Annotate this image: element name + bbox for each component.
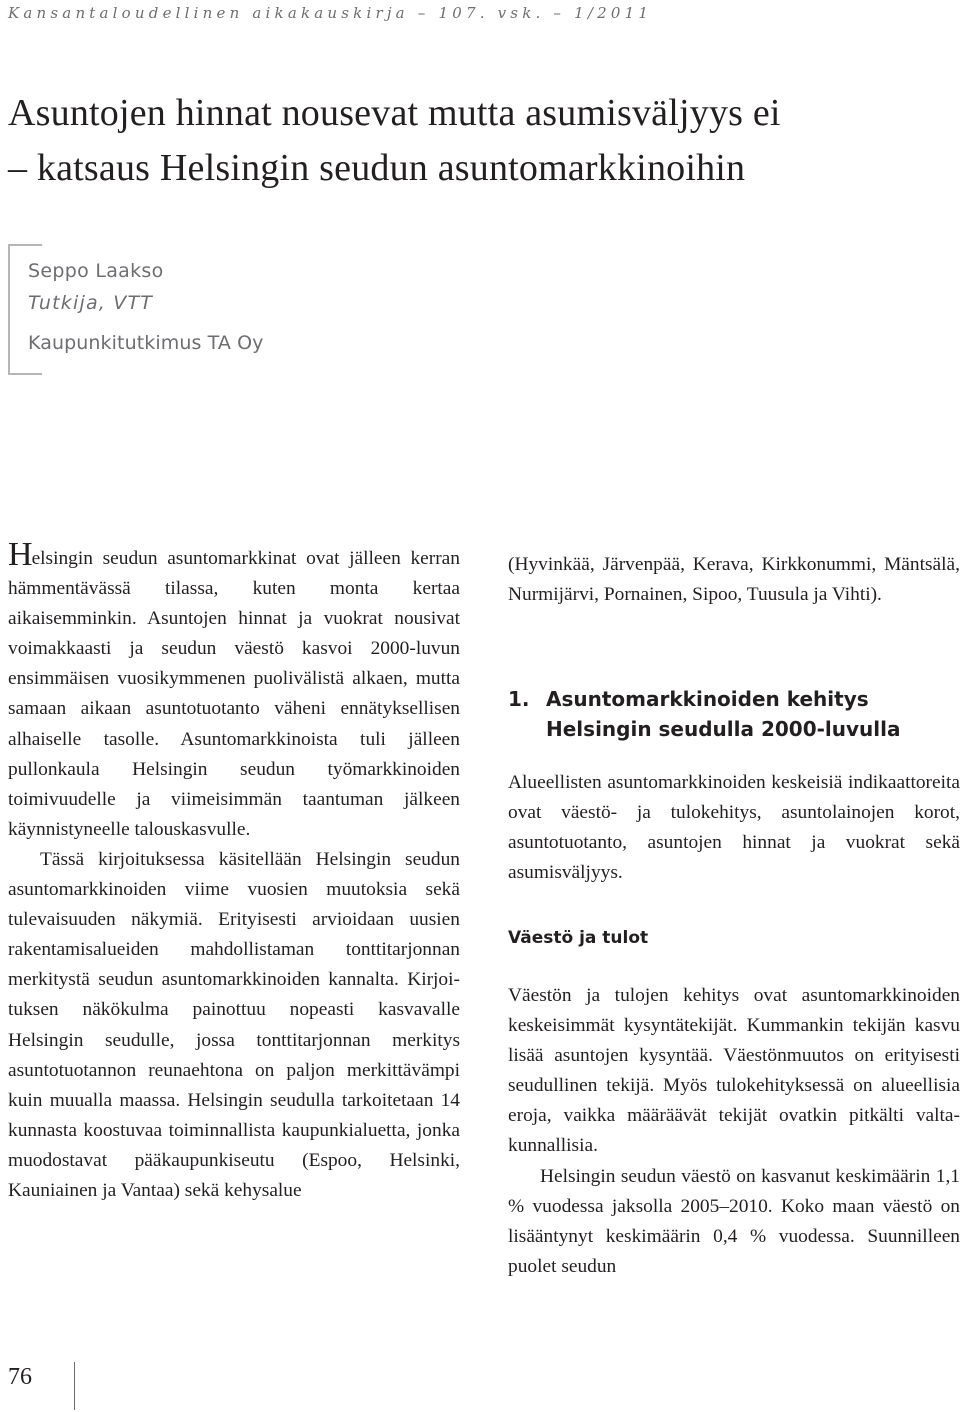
left-column [8, 536, 460, 1206]
subsection-heading: Väestö ja tulot [508, 928, 649, 948]
article-title [8, 86, 953, 196]
author-name: Seppo Laakso [28, 260, 164, 282]
page-number-rule [74, 1362, 75, 1410]
article-title-line-1: Asuntojen hinnat nousevat mutta asumisväljyys ei [8, 92, 781, 134]
continuation-paragraph: (Hyvinkää, Järvenpää, Kerava, Kirkkonummi, Mäntsälä, Nurmijärvi, Pornainen, Sipoo, Tuusula ja Vihti). [508, 554, 960, 606]
section-heading [508, 684, 960, 744]
section-title-line-1: Asuntomarkkinoiden kehitys [546, 687, 869, 711]
section-title-line-2: Helsingin seudulla 2000-luvulla [546, 717, 901, 741]
author-role: Tutkija, VTT [28, 292, 154, 314]
intro-paragraph [8, 536, 460, 845]
journal-header: Kansantaloudellinen aikakauskirja – 107. vsk. – 1/2011 [8, 4, 653, 22]
article-title-line-2: – katsaus Helsingin seudun asuntomarkkinoihin [8, 147, 746, 189]
body-paragraph: Tässä kirjoituksessa käsitellään Helsingin seudun asuntomarkkinoiden viime vuosien muutoksia sekä tulevaisuuden näkymiä. Erityisesti arvioidaan uusien rakentamisalueiden mahdollistaman tonttitarjonnan merkitystä seudun asuntomarkkinoiden kannalta. Kirjoituksen näkökulma painottuu nopeasti kasvavalle Helsingin seudulle, jossa tonttitarjonnan merkitys asuntotuotannon reunaehtona on paljon merkittävämpi kuin muualla maassa. Helsingin seudulla tarkoitetaan 14 kunnasta koostuvaa toiminnallista kaupunkialuetta, jonka muodostavat pääkaupunkiseutu (Espoo, Helsinki, Kauniainen ja Vantaa) sekä kehysalue [8, 848, 460, 1201]
section-intro [508, 768, 960, 888]
subsection-paragraph-1: Väestön ja tulojen kehitys ovat asuntomarkkinoiden keskeisimmät kysyntätekijät. Kummankin tekijän kasvu lisää asuntojen kysyntää. Väestönmuutos on erityisesti seudullinen tekijä. Myös tulokehityksessä on alueellisia eroja, vaikka määräävät tekijät ovatkin pitkälti valtakunnallisia. [508, 985, 960, 1157]
section-intro-paragraph: Alueellisten asuntomarkkinoiden keskeisiä indikaattoreita ovat väestö- ja tulokehitys, asuntolainojen korot, asuntotuotanto, asuntojen hinnat ja vuokrat sekä asumisväljyys. [508, 772, 960, 884]
right-column-continuation [508, 550, 960, 610]
subsection-body [508, 981, 960, 1282]
author-block [28, 260, 264, 362]
subsection-paragraph-2: Helsingin seudun väestö on kasvanut keskimäärin 1,1 % vuodessa jaksolla 2005–2010. Koko maan väestö on lisääntynyt keskimäärin 0,4 % vuodessa. Suunnilleen puolet seudun [508, 1165, 960, 1277]
drop-cap: H [8, 536, 32, 573]
section-number: 1. [508, 687, 530, 711]
intro-paragraph-text: elsingin seudun asuntomarkkinat ovat jälleen kerran hämmentävässä tilassa, kuten monta kertaa aikaisemminkin. Asuntojen hinnat ja vuokrat nousivat voimakkaasti ja seudun väestö kasvoi 2000-luvun ensimmäisen vuosikymmenen puolivälistä alkaen, mutta samaan aikaan asuntotuotanto väheni ennätyksellisen alhaiselle tasolle. Asuntomarkkinoista tuli jälleen pullonkaula Helsingin seudun työmarkkinoiden toimivuudelle ja viimeisimmän taantuman jälkeen käynnistyneelle talouskasvulle. [8, 548, 460, 840]
author-organization: Kaupunkitutkimus TA Oy [28, 332, 264, 354]
page-number: 76 [8, 1364, 32, 1390]
